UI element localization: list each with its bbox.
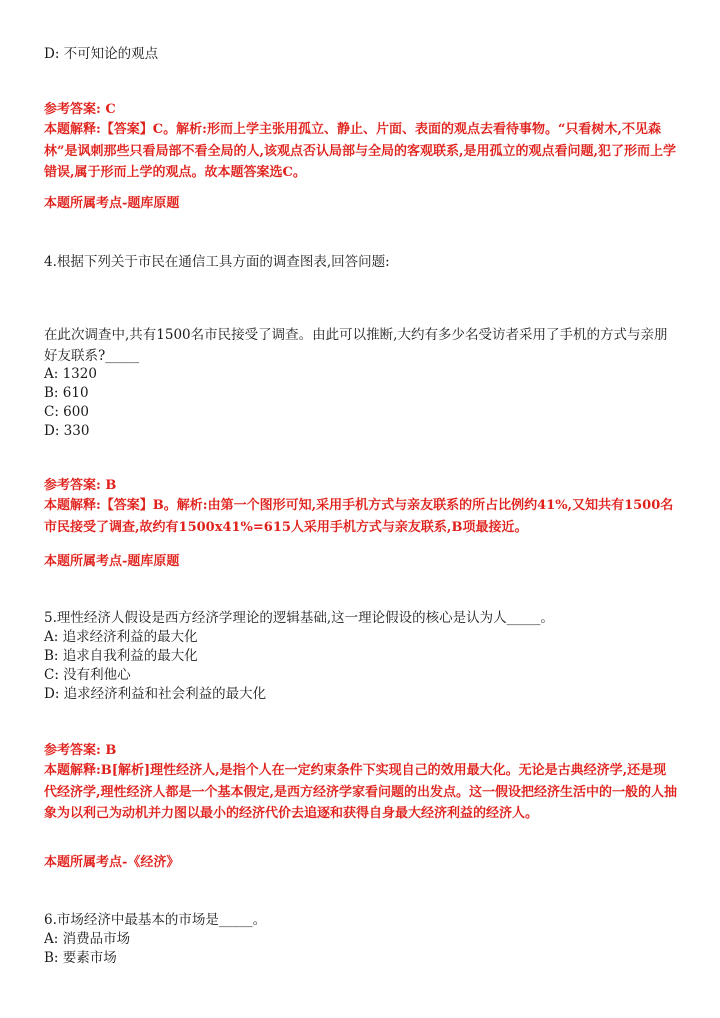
q4-question: 在此次调查中,共有1500名市民接受了调查。由此可以推断,大约有多少名受访者采用了手机的方式与亲朋好友联系?_____	[44, 327, 668, 364]
q4-explanation: 本题解释:【答案】B。解析:由第一个图形可知,采用手机方式与亲友联系的所占比例约41%,又知共有1500名市民接受了调查,故约有1500x41%=615人采用手机方式与亲友联系,B项最接近。	[44, 498, 674, 535]
q5-option-c: C: 没有利他心	[44, 667, 131, 683]
q4-stem: 4.根据下列关于市民在通信工具方面的调查图表,回答问题:	[44, 254, 390, 270]
q5-source: 本题所属考点-《经济》	[44, 855, 180, 870]
q4-option-b: B: 610	[44, 385, 89, 401]
q5-stem: 5.理性经济人假设是西方经济学理论的逻辑基础,这一理论假设的核心是认为人_____。	[44, 610, 554, 626]
q3-explanation: 本题解释:【答案】C。解析:形而上学主张用孤立、静止、片面、表面的观点去看待事物。“只看树木,不见森林”是讽刺那些只看局部不看全局的人,该观点否认局部与全局的客观联系,是用孤立的观点看问题,犯了形而上学错误,属于形而上学的观点。故本题答案选C。	[44, 122, 677, 180]
q6-option-a: A: 消费品市场	[44, 931, 131, 947]
q5-option-b: B: 追求自我利益的最大化	[44, 648, 198, 664]
q4-source: 本题所属考点-题库原题	[44, 554, 180, 569]
q4-option-d: D: 330	[44, 423, 90, 439]
q3-option-d: D: 不可知论的观点	[44, 46, 159, 62]
q4-answer: 参考答案: B	[44, 478, 117, 493]
q5-option-d: D: 追求经济利益和社会利益的最大化	[44, 686, 267, 702]
q6-option-b: B: 要素市场	[44, 950, 117, 966]
q4-option-c: C: 600	[44, 404, 89, 420]
q5-explanation: 本题解释:B[解析]理性经济人,是指个人在一定约束条件下实现自己的效用最大化。无论是古典经济学,还是现代经济学,理性经济人都是一个基本假定,是西方经济学家看问题的出发点。这一假设把经济生活中的一般的人抽象为以利己为动机并力图以最小的经济代价去追逐和获得自身最大经济利益的经济人。	[44, 763, 678, 821]
q6-stem: 6.市场经济中最基本的市场是_____。	[44, 912, 267, 928]
q5-answer: 参考答案: B	[44, 743, 117, 758]
q3-answer: 参考答案: C	[44, 102, 116, 117]
q3-source: 本题所属考点-题库原题	[44, 196, 180, 211]
q5-option-a: A: 追求经济利益的最大化	[44, 629, 198, 645]
q4-option-a: A: 1320	[44, 366, 97, 382]
